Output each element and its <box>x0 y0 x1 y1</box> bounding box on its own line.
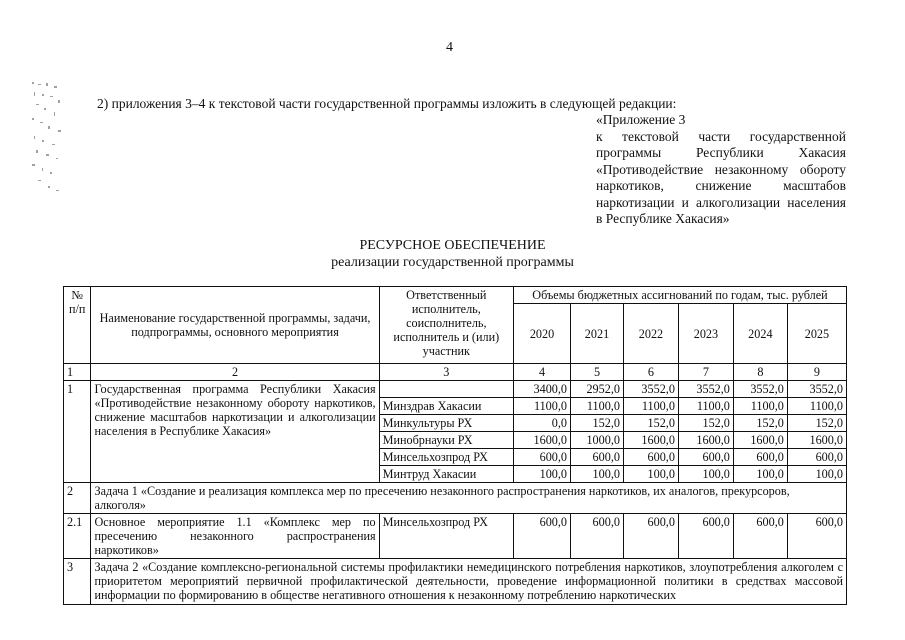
value-cell: 1100,0 <box>571 398 624 415</box>
column-number: 3 <box>379 364 513 381</box>
value-cell: 3552,0 <box>787 381 846 398</box>
value-cell: 100,0 <box>514 466 571 483</box>
appendix-line: «Противодействие незаконному обороту <box>596 161 846 177</box>
appendix-line: к текстовой части государственной <box>596 128 846 144</box>
row-num: 2.1 <box>64 514 91 559</box>
value-cell: 600,0 <box>514 449 571 466</box>
value-cell: 600,0 <box>733 514 787 559</box>
value-cell: 100,0 <box>733 466 787 483</box>
value-cell: 100,0 <box>787 466 846 483</box>
appendix-header <box>596 112 846 228</box>
value-cell: 152,0 <box>571 415 624 432</box>
appendix-line: наркотизации и алкоголизации населения <box>596 194 846 210</box>
value-cell: 2952,0 <box>571 381 624 398</box>
column-number: 5 <box>571 364 624 381</box>
column-number: 1 <box>64 364 91 381</box>
task-text: Задача 1 «Создание и реализация комплекса мер по пресечению незаконного распространения наркотиков, их аналогов, прекурсоров, алкоголя» <box>91 483 847 514</box>
header-name: Наименование государственной программы, задачи, подпрограммы, основного мероприятия <box>91 287 379 364</box>
task-text: Задача 2 «Создание комплексно-региональной системы профилактики немедицинского потребления наркотиков, злоупотребления алкоголем с приоритетом мероприятий первичной профилактической деятельности, проведение информационной политики в средствах массовой информации по формированию в обществе негативного отношения к незаконному потреблению наркотических <box>91 559 847 605</box>
executor-cell: Минкультуры РХ <box>379 415 513 432</box>
row-num: 2 <box>64 483 91 514</box>
header-year: 2024 <box>733 304 787 364</box>
executor-cell: Минсельхозпрод РХ <box>379 514 513 559</box>
value-cell: 1100,0 <box>733 398 787 415</box>
value-cell: 152,0 <box>787 415 846 432</box>
value-cell: 1100,0 <box>678 398 733 415</box>
executor-cell <box>379 381 513 398</box>
header-executor: Ответственный исполнитель, соисполнитель, исполнитель и (или) участник <box>379 287 513 364</box>
value-cell: 600,0 <box>514 514 571 559</box>
header-year: 2023 <box>678 304 733 364</box>
value-cell: 152,0 <box>678 415 733 432</box>
executor-cell: Минобрнауки РХ <box>379 432 513 449</box>
column-number: 7 <box>678 364 733 381</box>
value-cell: 1000,0 <box>571 432 624 449</box>
value-cell: 3552,0 <box>623 381 678 398</box>
document-subtitle: реализации государственной программы <box>331 255 574 270</box>
value-cell: 0,0 <box>514 415 571 432</box>
value-cell: 3552,0 <box>733 381 787 398</box>
value-cell: 600,0 <box>571 449 624 466</box>
header-year: 2020 <box>514 304 571 364</box>
value-cell: 600,0 <box>623 514 678 559</box>
value-cell: 1100,0 <box>623 398 678 415</box>
value-cell: 1600,0 <box>678 432 733 449</box>
value-cell: 3552,0 <box>678 381 733 398</box>
value-cell: 1600,0 <box>623 432 678 449</box>
value-cell: 1100,0 <box>787 398 846 415</box>
appendix-line: «Приложение 3 <box>596 112 686 127</box>
header-year: 2022 <box>623 304 678 364</box>
scan-stamp-mark <box>28 80 68 198</box>
appendix-line: в Республике Хакасия» <box>596 211 730 226</box>
table-row <box>64 483 847 514</box>
header-year: 2021 <box>571 304 624 364</box>
value-cell: 1600,0 <box>787 432 846 449</box>
column-number: 6 <box>623 364 678 381</box>
header-volumes: Объемы бюджетных ассигнований по годам, тыс. рублей <box>514 287 847 304</box>
header-year: 2025 <box>787 304 846 364</box>
value-cell: 600,0 <box>678 449 733 466</box>
value-cell: 1100,0 <box>514 398 571 415</box>
measure-name: Основное мероприятие 1.1 «Комплекс мер по пресечению незаконного распространения наркотиков» <box>91 514 379 559</box>
value-cell: 100,0 <box>678 466 733 483</box>
table-row <box>64 559 847 605</box>
table-row <box>64 514 847 559</box>
value-cell: 100,0 <box>571 466 624 483</box>
column-number: 2 <box>91 364 379 381</box>
appendix-line: наркотиков, снижение масштабов <box>596 178 846 193</box>
value-cell: 1600,0 <box>514 432 571 449</box>
value-cell: 600,0 <box>571 514 624 559</box>
executor-cell: Минтруд Хакасии <box>379 466 513 483</box>
intro-paragraph: 2) приложения 3–4 к текстовой части государственной программы изложить в следующей редакции: <box>97 96 677 111</box>
document-title: РЕСУРСНОЕ ОБЕСПЕЧЕНИЕ <box>359 238 546 253</box>
header-num: № п/п <box>64 287 91 364</box>
page-number: 4 <box>446 40 453 55</box>
executor-cell: Минсельхозпрод РХ <box>379 449 513 466</box>
column-number: 9 <box>787 364 846 381</box>
value-cell: 3400,0 <box>514 381 571 398</box>
row-num: 1 <box>64 381 91 483</box>
value-cell: 1600,0 <box>733 432 787 449</box>
value-cell: 100,0 <box>623 466 678 483</box>
row-num: 3 <box>64 559 91 605</box>
value-cell: 600,0 <box>678 514 733 559</box>
value-cell: 600,0 <box>787 449 846 466</box>
program-name: Государственная программа Республики Хакасия «Противодействие незаконному обороту наркотиков, снижение масштабов наркотизации и алкоголизации населения в Республике Хакасия» <box>91 381 379 483</box>
value-cell: 600,0 <box>623 449 678 466</box>
column-number: 4 <box>514 364 571 381</box>
column-number-row <box>64 364 847 381</box>
value-cell: 152,0 <box>733 415 787 432</box>
value-cell: 600,0 <box>733 449 787 466</box>
executor-cell: Минздрав Хакасии <box>379 398 513 415</box>
column-number: 8 <box>733 364 787 381</box>
table-row <box>64 381 847 398</box>
resource-table <box>63 286 847 605</box>
appendix-line: программы Республики Хакасия <box>596 145 846 160</box>
value-cell: 152,0 <box>623 415 678 432</box>
value-cell: 600,0 <box>787 514 846 559</box>
